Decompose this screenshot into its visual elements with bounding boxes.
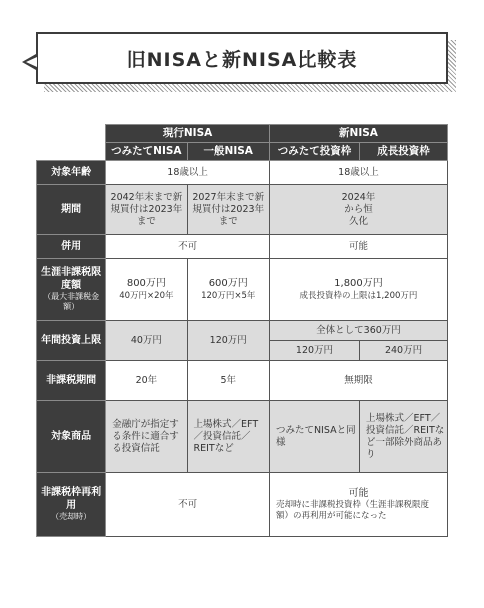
row-label-age: 対象年齢 [37,161,106,185]
row-label-reuse [37,473,106,537]
cell-hikazei-new: 無期限 [269,361,447,401]
header-new-nisa: 新NISA [269,125,447,143]
cell-heiyo-old: 不可 [106,235,270,259]
cell-period-ippan: 2027年末まで新規買付は2023年まで [187,185,269,235]
header-tsumitate: つみたてNISA [106,143,187,161]
cell-products-ippan: 上場株式／EFT／投資信託／REITなど [187,401,269,473]
limit-ippan-sub: 120万円×5年 [201,290,256,301]
header-seicho-waku: 成長投資枠 [360,143,448,161]
row-label-period: 期間 [37,185,106,235]
cell-period-tsumitate: 2042年末まで新規買付は2023年まで [106,185,187,235]
corner-blank [37,125,106,143]
cell-hikazei-tsumitate: 20年 [106,361,187,401]
row-label-limit [37,259,106,321]
limit-new-main: 1,800万円 [334,278,383,290]
cell-annual-tsumitate: 40万円 [106,321,187,361]
reuse-label: 非課税枠再利用 [41,487,102,511]
header-tsumitate-waku: つみたて投資枠 [269,143,359,161]
cell-annual-new-total: 全体として360万円 [269,321,447,341]
title-banner [36,32,454,88]
cell-age-new: 18歳以上 [269,161,447,185]
limit-label: 生涯非課税限度額 [41,267,102,291]
cell-heiyo-new: 可能 [269,235,447,259]
cell-annual-new-tsumitate: 120万円 [269,341,359,361]
row-label-annual: 年間投資上限 [37,321,106,361]
limit-ippan-main: 600万円 [208,278,248,290]
row-label-hikazei: 非課税期間 [37,361,106,401]
reuse-new-sub: 売却時に非課税投資枠（生涯非課税限度額）の再利用が可能になった [275,500,429,521]
row-label-products: 対象商品 [37,401,106,473]
cell-products-tsumitate: 金融庁が指定する条件に適合する投資信託 [106,401,187,473]
cell-reuse-old: 不可 [106,473,270,537]
cell-period-new: 2024年から恒久化 [269,185,447,235]
cell-age-old: 18歳以上 [106,161,270,185]
cell-hikazei-ippan: 5年 [187,361,269,401]
comparison-table [36,124,448,537]
cell-annual-new-seicho: 240万円 [360,341,448,361]
page-title: 旧NISAと新NISA比較表 [126,48,358,71]
row-label-heiyo: 併用 [37,235,106,259]
cell-products-new-seicho: 上場株式／EFT／投資信託／REITなど一部除外商品あり [360,401,448,473]
cell-products-new-tsumitate: つみたてNISAと同様 [269,401,359,473]
limit-label-note: （最大非課税金額） [43,292,100,312]
limit-tsumitate-sub: 40万円×20年 [119,290,174,301]
limit-tsumitate-main: 800万円 [126,278,166,290]
reuse-label-note: （売却時） [51,512,92,522]
header-ippan: 一般NISA [187,143,269,161]
limit-new-sub: 成長投資枠の上限は1,200万円 [299,290,418,301]
cell-limit-tsumitate [106,259,187,321]
cell-limit-ippan [187,259,269,321]
corner-blank-2 [37,143,106,161]
cell-annual-ippan: 120万円 [187,321,269,361]
cell-limit-new [269,259,447,321]
reuse-new-main: 可能 [348,487,369,499]
cell-reuse-new [269,473,447,537]
header-old-nisa: 現行NISA [106,125,270,143]
